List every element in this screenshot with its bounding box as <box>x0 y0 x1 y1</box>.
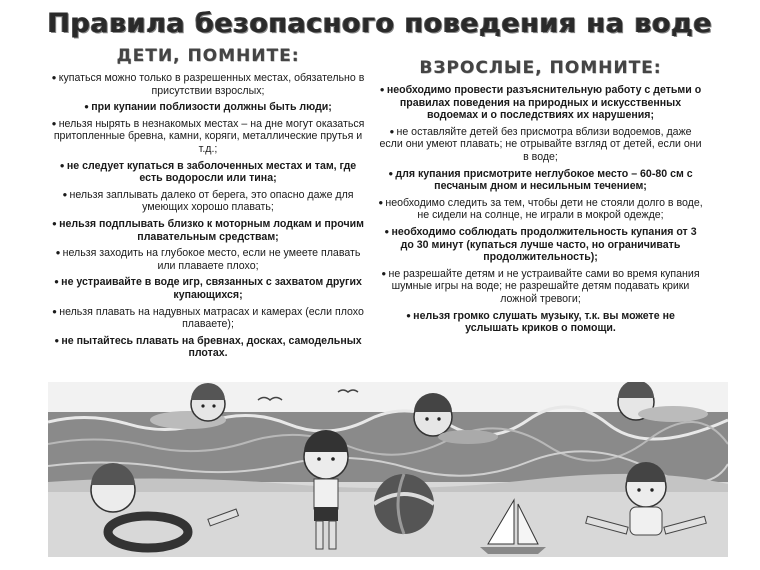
adults-rule: ● нельзя громко слушать музыку, т.к. вы можете не услышать криков о помощи. <box>378 310 703 335</box>
beach-ball <box>374 474 434 534</box>
adults-rule: ● не разрешайте детям и не устраивайте сами во время купания шумные игры на воде; не разрешайте детям подавать крики ложной тревоги; <box>378 268 703 306</box>
adults-rule: ● необходимо соблюдать продолжительность купания от 3 до 30 минут (купаться лучше часто, но ограничивать продолжительность); <box>378 226 703 264</box>
children-rule: ● не устраивайте в воде игр, связанных с захватом других купающихся; <box>48 276 368 301</box>
children-rule: ● нельзя заплывать далеко от берега, это опасно даже для умеющих хорошо плавать; <box>48 189 368 214</box>
beach-scene <box>48 382 728 557</box>
adults-heading: ВЗРОСЛЫЕ, ПОМНИТЕ: <box>419 58 662 78</box>
children-rule: ● нельзя заходить на глубокое место, если не умеете плавать или плаваете плохо; <box>48 247 368 272</box>
children-rule: ● не следует купаться в заболоченных местах и там, где есть водоросли или тина; <box>48 160 368 185</box>
children-rule: ● нельзя плавать на надувных матрасах и камерах (если плохо плаваете); <box>48 306 368 331</box>
children-rule: ● при купании поблизости должны быть люди; <box>48 101 368 114</box>
adults-rule: ● необходимо следить за тем, чтобы дети не стояли долго в воде, не сидели на солнце, не играли в мокрой одежде; <box>378 197 703 222</box>
adults-rule: ● не оставляйте детей без присмотра вблизи водоемов, даже если они умеют плавать; не отрывайте взгляд от детей, если они в воде; <box>378 126 703 164</box>
children-rule: ● нельзя нырять в незнакомых местах – на дне могут оказаться притопленные бревна, камни, коряги, металлические прутья и т.д.; <box>48 118 368 156</box>
children-rules-column <box>48 46 368 364</box>
children-rules-list <box>48 72 368 360</box>
adults-rule: ● необходимо провести разъяснительную работу с детьми о правилах поведения на природных и искусственных водоемах и о последствиях их нарушения; <box>378 84 703 122</box>
children-rule: ● купаться можно только в разрешенных местах, обязательно в присутствии взрослых; <box>48 72 368 97</box>
children-rule: ● нельзя подплывать близко к моторным лодкам и прочим плавательным средствам; <box>48 218 368 243</box>
children-heading: ДЕТИ, ПОМНИТЕ: <box>116 46 300 66</box>
page-title: Правила безопасного поведения на воде <box>47 8 713 39</box>
children-rule: ● не пытайтесь плавать на бревнах, досках, самодельных плотах. <box>48 335 368 360</box>
adults-rules-column <box>378 58 703 339</box>
adults-rules-list <box>378 84 703 335</box>
adults-rule: ● для купания присмотрите неглубокое место – 60-80 см с песчаным дном и несильным течением; <box>378 168 703 193</box>
beach-illustration <box>48 382 728 557</box>
